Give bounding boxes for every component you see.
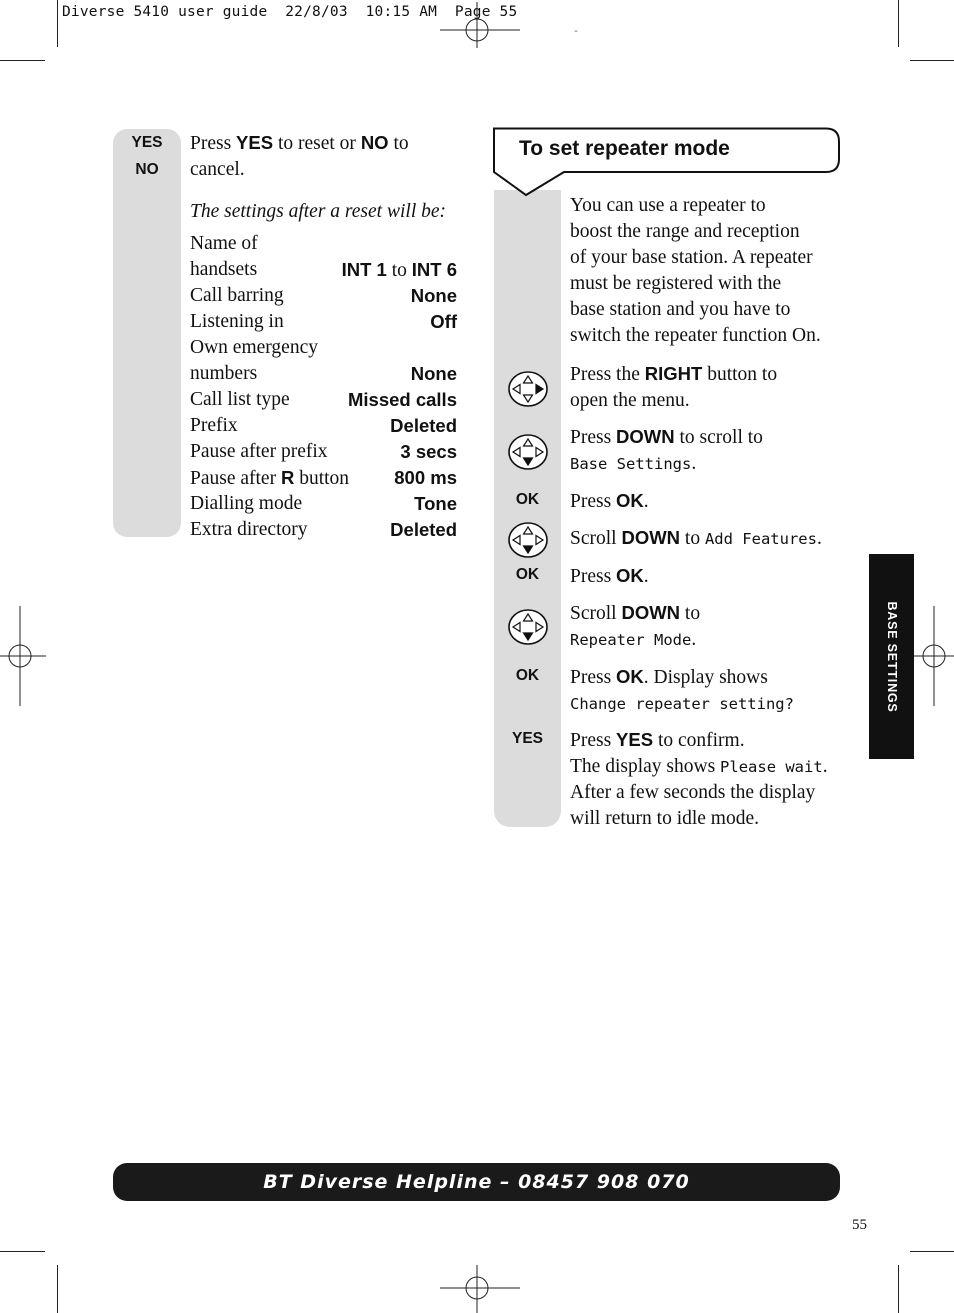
registration-mark-top <box>440 2 520 48</box>
step-text: Scroll DOWN to Add Features. <box>570 527 822 549</box>
display-text: Please wait <box>720 758 823 776</box>
registration-mark-right <box>908 606 954 706</box>
setting-row: Pause after prefix 3 secs <box>190 441 457 462</box>
setting-row: Dialling mode Tone <box>190 493 457 514</box>
display-text: Repeater Mode <box>570 631 692 649</box>
setting-row: Own emergency <box>190 337 318 358</box>
step-text: Press OK. <box>570 565 649 587</box>
key-label-yes: YES <box>131 134 163 151</box>
registration-mark-bottom <box>440 1265 520 1313</box>
repeater-intro: You can use a repeater to boost the range and reception of your base station. A repeater must be registered with the base station and you have to switch the repeater function On. <box>570 195 821 346</box>
page-number: 55 <box>852 1217 867 1233</box>
crop-mark <box>57 0 58 47</box>
setting-row: numbers None <box>190 363 457 384</box>
setting-row: Extra directory Deleted <box>190 519 457 540</box>
crop-mark <box>898 0 899 47</box>
setting-row: Call list type Missed calls <box>190 389 457 410</box>
setting-row: Call barring None <box>190 285 457 306</box>
crop-mark <box>910 1251 954 1252</box>
step-text: Press OK. <box>570 490 649 512</box>
nav-right-icon <box>507 370 549 408</box>
print-slug-mark: - <box>573 26 580 37</box>
display-text: Change repeater setting? <box>570 695 794 713</box>
print-slug: Diverse 5410 user guide 22/8/03 10:15 AM Page 55 <box>62 4 518 20</box>
key-label-yes: YES <box>511 730 543 747</box>
section-side-tab <box>869 554 914 759</box>
crop-mark <box>910 60 954 61</box>
step-text: Scroll DOWN to Repeater Mode. <box>570 602 701 650</box>
step-text: Press the RIGHT button to open the menu. <box>570 363 778 411</box>
display-text: Add Features <box>704 530 817 548</box>
step-text: Press OK. Display shows Change repeater setting? <box>570 666 794 713</box>
crop-mark <box>898 1265 899 1313</box>
nav-down-icon <box>507 521 549 559</box>
setting-row: Pause after R button 800 ms <box>190 467 457 489</box>
registration-mark-left <box>0 606 46 706</box>
setting-row: Name of <box>190 233 258 254</box>
key-label-ok: OK <box>515 667 540 684</box>
reset-instruction: Press YES to reset or NO to cancel. <box>190 132 409 180</box>
step-text: Press YES to confirm. The display shows Please wait. After a few seconds the display will return to idle mode. <box>570 729 828 829</box>
key-strip-left <box>113 129 181 537</box>
crop-mark <box>57 1265 58 1313</box>
side-tab-label: BASE SETTINGS <box>884 600 899 713</box>
setting-row: Listening in Off <box>190 311 457 332</box>
display-text: Base Settings <box>570 455 692 473</box>
step-text: Press DOWN to scroll to Base Settings. <box>570 426 763 474</box>
crop-mark <box>0 1251 45 1252</box>
crop-mark <box>0 60 45 61</box>
settings-heading: The settings after a reset will be: <box>190 201 447 222</box>
nav-down-icon <box>507 608 549 646</box>
key-label-no: NO <box>135 161 159 178</box>
key-label-ok: OK <box>515 491 540 508</box>
helpline-banner: BT Diverse Helpline – 08457 908 070 <box>113 1163 840 1201</box>
nav-down-icon <box>507 433 549 471</box>
setting-row: Prefix Deleted <box>190 415 457 436</box>
section-title: To set repeater mode <box>519 137 730 160</box>
setting-row: handsets INT 1 to INT 6 <box>190 259 457 281</box>
key-label-ok: OK <box>515 566 540 583</box>
